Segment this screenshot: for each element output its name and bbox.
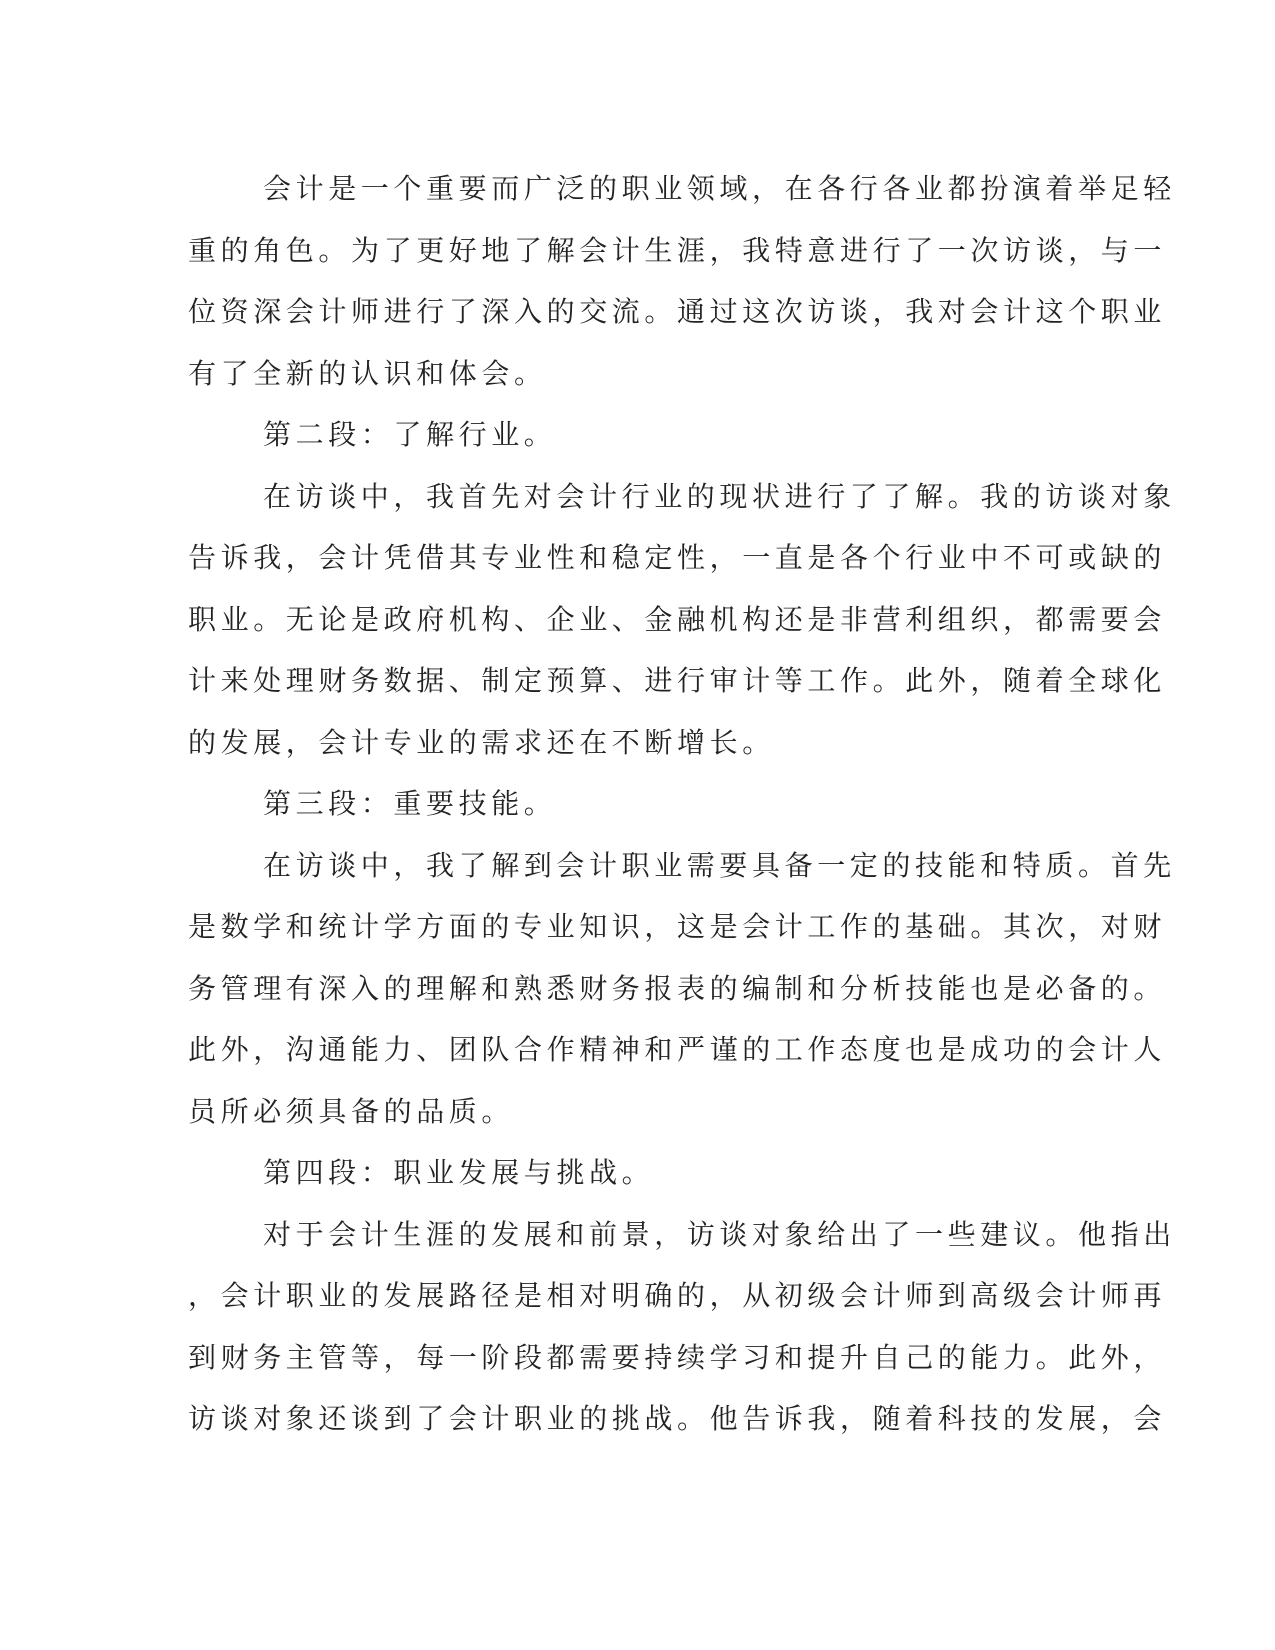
section-heading: 第四段：职业发展与挑战。 [263, 1156, 655, 1189]
paragraph-line: 此外，沟通能力、团队合作精神和严谨的工作态度也是成功的会计人 [188, 1033, 1167, 1066]
paragraph-line: 职业。无论是政府机构、企业、金融机构还是非营利组织，都需要会 [188, 602, 1167, 636]
section-heading: 第二段：了解行业。 [263, 418, 557, 451]
paragraph-line: 计来处理财务数据、制定预算、进行审计等工作。此外，随着全球化 [188, 664, 1167, 697]
paragraph-line: 在访谈中，我首先对会计行业的现状进行了了解。我的访谈对象 [263, 479, 1176, 513]
paragraph-line: 务管理有深入的理解和熟悉财务报表的编制和分析技能也是必备的。 [188, 971, 1167, 1005]
paragraph-line: 有了全新的认识和体会。 [188, 356, 547, 390]
paragraph-line: 到财务主管等，每一阶段都需要持续学习和提升自己的能力。此外， [188, 1340, 1167, 1374]
paragraph-line: 在访谈中，我了解到会计职业需要具备一定的技能和特质。首先 [263, 848, 1176, 882]
paragraph-line: 告诉我，会计凭借其专业性和稳定性，一直是各个行业中不可或缺的 [188, 541, 1167, 574]
paragraph-line: ，会计职业的发展路径是相对明确的，从初级会计师到高级会计师再 [188, 1279, 1167, 1312]
document-body [188, 158, 1176, 1450]
paragraph-line: 重的角色。为了更好地了解会计生涯，我特意进行了一次访谈，与一 [188, 233, 1167, 267]
paragraph-line: 员所必须具备的品质。 [188, 1094, 515, 1128]
section-heading: 第三段：重要技能。 [263, 787, 557, 820]
paragraph-line: 的发展，会计专业的需求还在不断增长。 [188, 725, 775, 759]
paragraph-line: 会计是一个重要而广泛的职业领域，在各行各业都扮演着举足轻 [263, 172, 1176, 205]
paragraph-line: 位资深会计师进行了深入的交流。通过这次访谈，我对会计这个职业 [188, 295, 1167, 328]
paragraph-line: 对于会计生涯的发展和前景，访谈对象给出了一些建议。他指出 [263, 1217, 1176, 1251]
paragraph-line: 是数学和统计学方面的专业知识，这是会计工作的基础。其次，对财 [188, 910, 1167, 943]
paragraph-line: 访谈对象还谈到了会计职业的挑战。他告诉我，随着科技的发展，会 [188, 1402, 1167, 1435]
